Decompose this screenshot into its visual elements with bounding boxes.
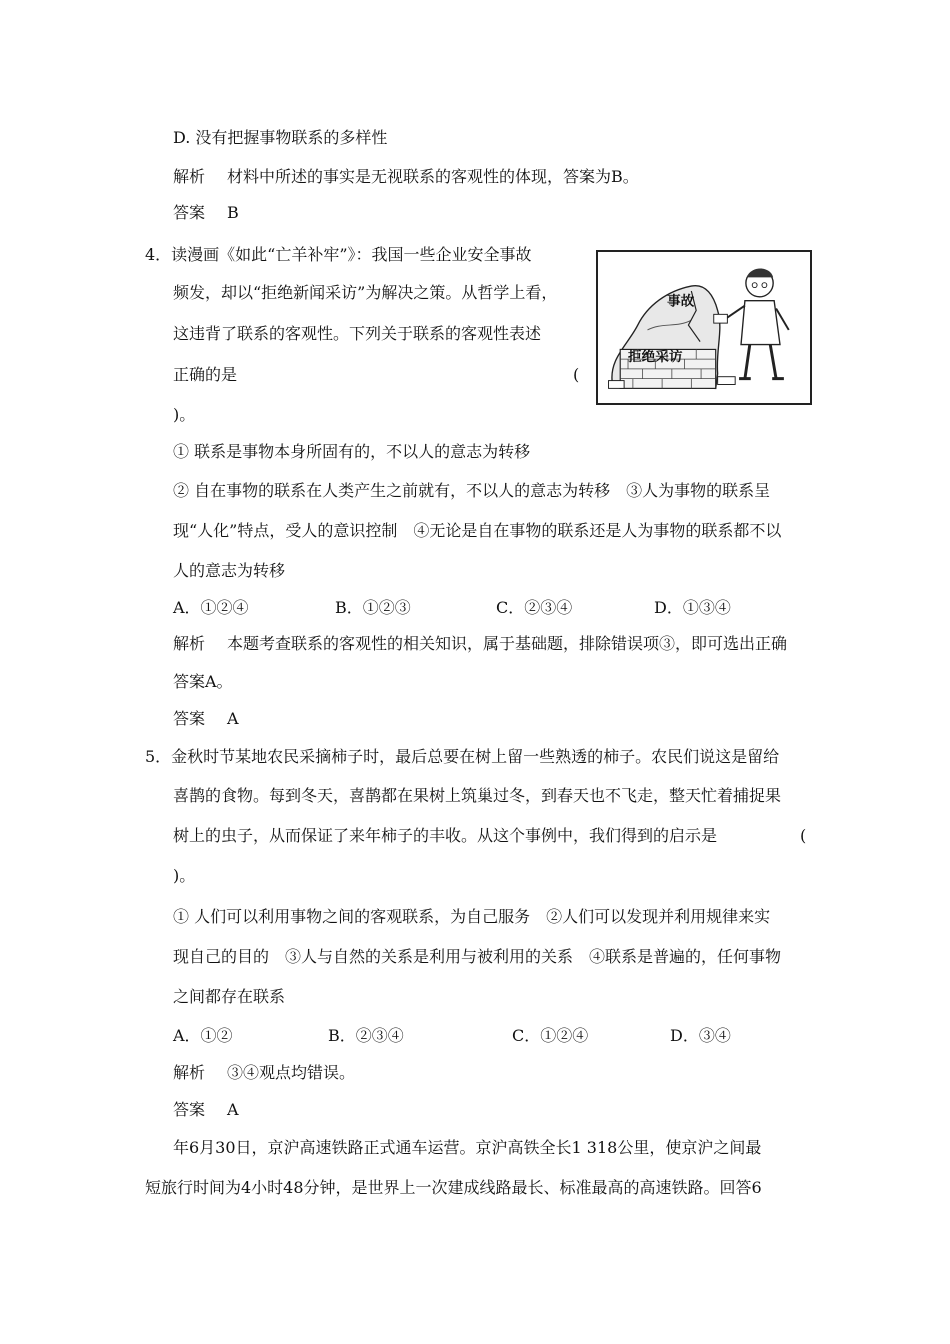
analysis-text: 材料中所述的事实是无视联系的客观性的体现，答案为B。 (227, 167, 639, 186)
q5-answer-row (173, 1100, 239, 1120)
q4-analysis-line-2: 答案A。 (173, 672, 233, 691)
q5-option-d: D．③④ (670, 1026, 731, 1045)
q4-paren-open: ( (573, 365, 580, 384)
q4-answer-row (173, 709, 239, 729)
q4-item-line-1: ① 联系是事物本身所固有的，不以人的意志为转移 (173, 442, 531, 461)
q4-option-b: B．①②③ (335, 598, 411, 617)
passage-line-2: 短旅行时间为4小时48分钟，是世界上一次建成线路最长、标准最高的高速铁路。回答6 (145, 1178, 762, 1197)
cartoon-text-bottom: 拒绝采访 (628, 349, 683, 366)
analysis-label: 解析 (173, 167, 206, 186)
q4-option-d: D．①③④ (654, 598, 731, 617)
analysis-row (173, 167, 639, 187)
q4-stem-line-4: 正确的是 (173, 365, 238, 384)
q5-option-a: A．①② (173, 1026, 233, 1045)
q4-stem-line-3: 这违背了联系的客观性。下列关于联系的客观性表述 (173, 324, 542, 343)
q5-item-line-1: ① 人们可以利用事物之间的客观联系，为自己服务 ②人们可以发现并利用规律来实 (173, 907, 771, 926)
q4-item-line-3: 现“人化”特点，受人的意识控制 ④无论是自在事物的联系还是人为事物的联系都不以 (173, 521, 782, 540)
q5-stem-line-2: 喜鹊的食物。每到冬天，喜鹊都在果树上筑巢过冬，到春天也不飞走，整天忙着捕捉果 (173, 786, 782, 805)
q5-item-line-3: 之间都存在联系 (173, 987, 286, 1006)
q4-stem-line-2: 频发，却以“拒绝新闻采访”为解决之策。从哲学上看， (173, 283, 558, 302)
q5-analysis-text: ③④观点均错误。 (227, 1063, 356, 1082)
q5-stem-line-1: 5．金秋时节某地农民采摘柿子时，最后总要在树上留一些熟透的柿子。农民们说这是留给 (145, 747, 780, 766)
q5-item-line-2: 现自己的目的 ③人与自然的关系是利用与被利用的关系 ④联系是普遍的，任何事物 (173, 947, 782, 966)
q4-item-line-4: 人的意志为转移 (173, 561, 286, 580)
q4-option-a: A．①②④ (173, 598, 249, 617)
cartoon-text-top: 事故 (666, 293, 695, 310)
answer-row (173, 203, 239, 223)
q4-analysis-label: 解析 (173, 634, 206, 653)
q5-analysis-row (173, 1063, 355, 1083)
answer-value: B (227, 203, 239, 222)
cartoon-image (596, 250, 812, 405)
answer-label: 答案 (173, 203, 206, 222)
q4-answer-value: A (227, 709, 239, 728)
passage-line-1: 年6月30日，京沪高速铁路正式通车运营。京沪高铁全长1 318公里，使京沪之间最 (173, 1138, 762, 1157)
q5-paren-open: ( (800, 826, 807, 845)
option-d-text: D. 没有把握事物联系的多样性 (173, 128, 388, 147)
q5-option-c: C．①②④ (512, 1026, 589, 1045)
q4-analysis-text: 本题考查联系的客观性的相关知识，属于基础题，排除错误项③，即可选出正确 (227, 634, 788, 653)
q5-analysis-label: 解析 (173, 1063, 206, 1082)
cartoon-drawing (598, 252, 810, 403)
q5-option-b: B．②③④ (328, 1026, 404, 1045)
q5-paren-close: )。 (173, 866, 196, 885)
q5-answer-value: A (227, 1100, 239, 1119)
q5-answer-label: 答案 (173, 1100, 206, 1119)
q4-item-line-2: ② 自在事物的联系在人类产生之前就有，不以人的意志为转移 ③人为事物的联系呈 (173, 481, 771, 500)
q5-stem-line-3: 树上的虫子，从而保证了来年柿子的丰收。从这个事例中，我们得到的启示是 (173, 826, 718, 845)
q4-answer-label: 答案 (173, 709, 206, 728)
q4-stem-line-1: 4．读漫画《如此“亡羊补牢”》：我国一些企业安全事故 (145, 245, 532, 264)
q4-analysis-row (173, 634, 787, 654)
q4-paren-close: )。 (173, 405, 196, 424)
q4-option-c: C．②③④ (496, 598, 573, 617)
